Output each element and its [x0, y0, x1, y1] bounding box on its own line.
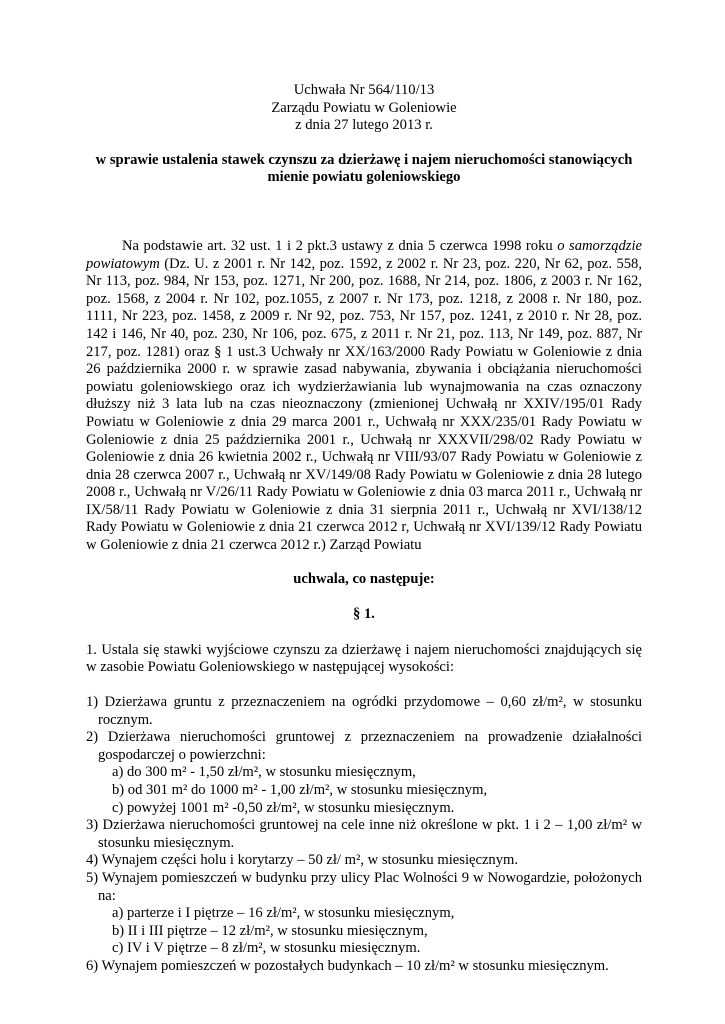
subject-line-2: mienie powiatu goleniowskiego — [267, 169, 461, 186]
list-item-4 — [86, 852, 642, 870]
list-item-2b: b) od 301 m² do 1000 m² - 1,00 zł/m², w stosunku miesięcznym, — [112, 782, 488, 798]
resolves-heading: uchwala, co następuje: — [293, 570, 435, 587]
list-item-2-text: 2) Dzierżawa nieruchomości gruntowej z przeznaczeniem na prowadzenie działalności gospodarczej o powierzchni: — [86, 729, 642, 763]
list-item-5a: a) parterze i I piętrze – 16 zł/m², w stosunku miesięcznym, — [112, 905, 455, 922]
list-item-5c: c) IV i V piętrze – 8 zł/m², w stosunku miesięcznym. — [112, 940, 421, 957]
list-item-5-sublist — [98, 905, 642, 958]
resolution-subject — [86, 152, 642, 187]
document-page — [86, 82, 642, 976]
rent-rates-list — [86, 694, 642, 976]
section-1-paragraph-1: 1. Ustala się stawki wyjściowe czynszu za dzierżawę i najem nieruchomości znajdujących się w zasobie Powiatu Goleniowskiego w następującej wysokości: — [86, 641, 642, 676]
list-item-4-text: 4) Wynajem części holu i korytarzy – 50 zł/ m², w stosunku miesięcznym. — [86, 852, 519, 869]
list-item-1 — [86, 694, 642, 729]
legal-basis-part-2: (Dz. U. z 2001 r. Nr 142, poz. 1592, z 2002 r. Nr 23, poz. 220, Nr 62, poz. 558, Nr 113, poz. 984, Nr 153, poz. 1271, Nr 200, poz. 1688, Nr 214, poz. 1806, z 2003 r. Nr 162, poz. 1568, z 2004 r. Nr 102, poz.1055, z 2007 r. Nr 173, poz. 1218, z 2008 r. Nr 180, poz. 1111, Nr 223, poz. 1458, z 2009 r. Nr 92, poz. 753, Nr 157, poz. 1241, z 2010 r. Nr 28, poz. 142 i 146, Nr 40, poz. 230, Nr 106, poz. 675, z 2011 r. Nr 21, poz. 113, Nr 149, poz. 887, Nr 217, poz. 1281) oraz § 1 ust.3 Uchwały nr XX/163/2000 Rady Powiatu w Goleniowie z dnia 26 października 2000 r. w sprawie zasad nabywania, zbywania i obciążania nieruchomości powiatu goleniowskiego oraz ich wydzierżawiania lub wynajmowania na czas oznaczony dłuższy niż 3 lata lub na czas nieoznaczony (zmienionej Uchwałą nr XXIV/195/01 Rady Powiatu w Goleniowie z dnia 29 marca 2001 r., Uchwałą nr XXX/235/01 Rady Powiatu w Goleniowie z dnia 25 października 2001 r., Uchwałą nr XXXVII/298/02 Rady Powiatu w Goleniowie z dnia 26 kwietnia 2002 r., Uchwałą nr VIII/93/07 Rady Powiatu w Goleniowie z dnia 28 czerwca 2007 r., Uchwałą nr XV/149/08 Rady Powiatu w Goleniowie z dnia 28 lutego 2008 r., Uchwałą nr V/26/11 Rady Powiatu w Goleniowie z dnia 03 marca 2011 r., Uchwałą nr IX/58/11 Rady Powiatu w Goleniowie z dnia 31 sierpnia 2011 r., Uchwałą nr XVI/138/12 Rady Powiatu w Goleniowie z dnia 21 czerwca 2012 r, Uchwałą nr XVI/139/12 Rady Powiatu w Goleniowie z dnia 21 czerwca 2012 r.) Zarząd Powiatu — [86, 255, 642, 554]
issuing-body: Zarządu Powiatu w Goleniowie — [271, 99, 457, 116]
list-item-5-text: 5) Wynajem pomieszczeń w budynku przy ulicy Plac Wolności 9 w Nowogardzie, położonych na: — [86, 869, 642, 904]
list-item-3-text: 3) Dzierżawa nieruchomości gruntowej na cele inne niż określone w pkt. 1 i 2 – 1,00 zł/m² w stosunku miesięcznym. — [86, 817, 642, 851]
list-item-2c: c) powyżej 1001 m² -0,50 zł/m², w stosunku miesięcznym. — [112, 799, 455, 816]
list-item-6-text: 6) Wynajem pomieszczeń w pozostałych budynkach – 10 zł/m² w stosunku miesięcznym. — [86, 957, 609, 974]
subject-line-1: w sprawie ustalenia stawek czynszu za dzierżawę i najem nieruchomości stanowiących — [95, 151, 633, 168]
list-item-2 — [86, 729, 642, 817]
section-1-heading: § 1. — [353, 606, 375, 623]
resolution-date: z dnia 27 lutego 2013 r. — [295, 117, 433, 134]
resolution-header — [86, 82, 642, 135]
legal-basis-part-1: Na podstawie art. 32 ust. 1 i 2 pkt.3 ustawy z dnia 5 czerwca 1998 roku — [122, 237, 558, 254]
list-item-1-text: 1) Dzierżawa gruntu z przeznaczeniem na ogródki przydomowe – 0,60 zł/m², w stosunku rocznym. — [86, 694, 642, 728]
list-item-5b: b) II i III piętrze – 12 zł/m², w stosunku miesięcznym, — [112, 922, 428, 939]
resolution-number: Uchwała Nr 564/110/13 — [293, 82, 435, 98]
act-title: o samorządzie powiatowym — [86, 237, 643, 272]
list-item-2-sublist — [98, 764, 642, 817]
list-item-6 — [86, 958, 642, 976]
list-item-5 — [86, 870, 642, 958]
list-item-2a: a) do 300 m² - 1,50 zł/m², w stosunku miesięcznym, — [112, 764, 416, 781]
list-item-3 — [86, 817, 642, 852]
legal-basis-paragraph — [86, 238, 642, 555]
